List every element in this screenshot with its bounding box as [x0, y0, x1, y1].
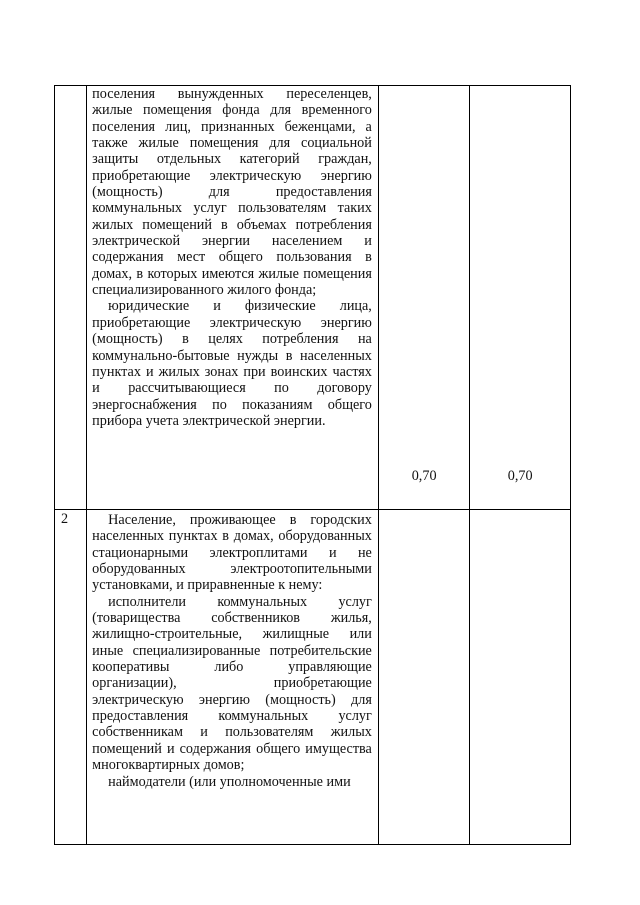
tariff-value-1: 0,70	[411, 468, 437, 484]
description-cell	[87, 86, 379, 510]
description-paragraph: поселения вынужденных переселенцев, жилые помещения фонда для временного поселения лиц, признанных беженцами, а также жилые помещения для социальной защиты отдельных категорий граждан, приобретающие электрическую энергию (мощность) для предоставления коммунальных услуг пользователям таких жилых помещений в объемах потребления электрической энергии населением и содержания мест общего пользования в домах, в которых имеются жилые помещения специализированного жилого фонда;	[92, 86, 372, 299]
table-row	[55, 510, 571, 845]
description-paragraph: наймодатели (или уполномоченные ими	[108, 773, 351, 790]
value-cell-1	[378, 510, 470, 845]
tariff-table	[54, 85, 571, 845]
value-cell-1	[378, 86, 470, 510]
description-paragraph: Население, проживающее в городских населенных пунктах в домах, оборудованных стационарными электроплитами и не оборудованных электроотопительными установками, и приравненные к нему:	[92, 512, 372, 594]
row-number-cell	[55, 510, 87, 845]
description-paragraph: юридические и физические лица, приобретающие электрическую энергию (мощность) в целях потребления на коммунально-бытовые нужды в населенных пунктах и жилых зонах при воинских частях и рассчитывающиеся по договору энергоснабжения по показаниям общего прибора учета электрической энергии.	[92, 298, 372, 429]
value-cell-2	[470, 510, 571, 845]
row-number: 2	[61, 511, 69, 527]
description-paragraph: исполнители коммунальных услуг (товарищества собственников жилья, жилищно-строительные, жилищные или иные специализированные потребительские кооперативы либо управляющие организации), приобретающие электрическую энергию (мощность) для предоставления коммунальных услуг собственникам и пользователям жилых помещений и содержания общего имущества многоквартирных домов;	[92, 593, 372, 774]
value-cell-2	[470, 86, 571, 510]
table-row	[55, 86, 571, 510]
tariff-value-2: 0,70	[507, 468, 533, 484]
row-number	[55, 86, 86, 87]
description-cell	[87, 510, 379, 845]
row-number-cell	[55, 86, 87, 510]
